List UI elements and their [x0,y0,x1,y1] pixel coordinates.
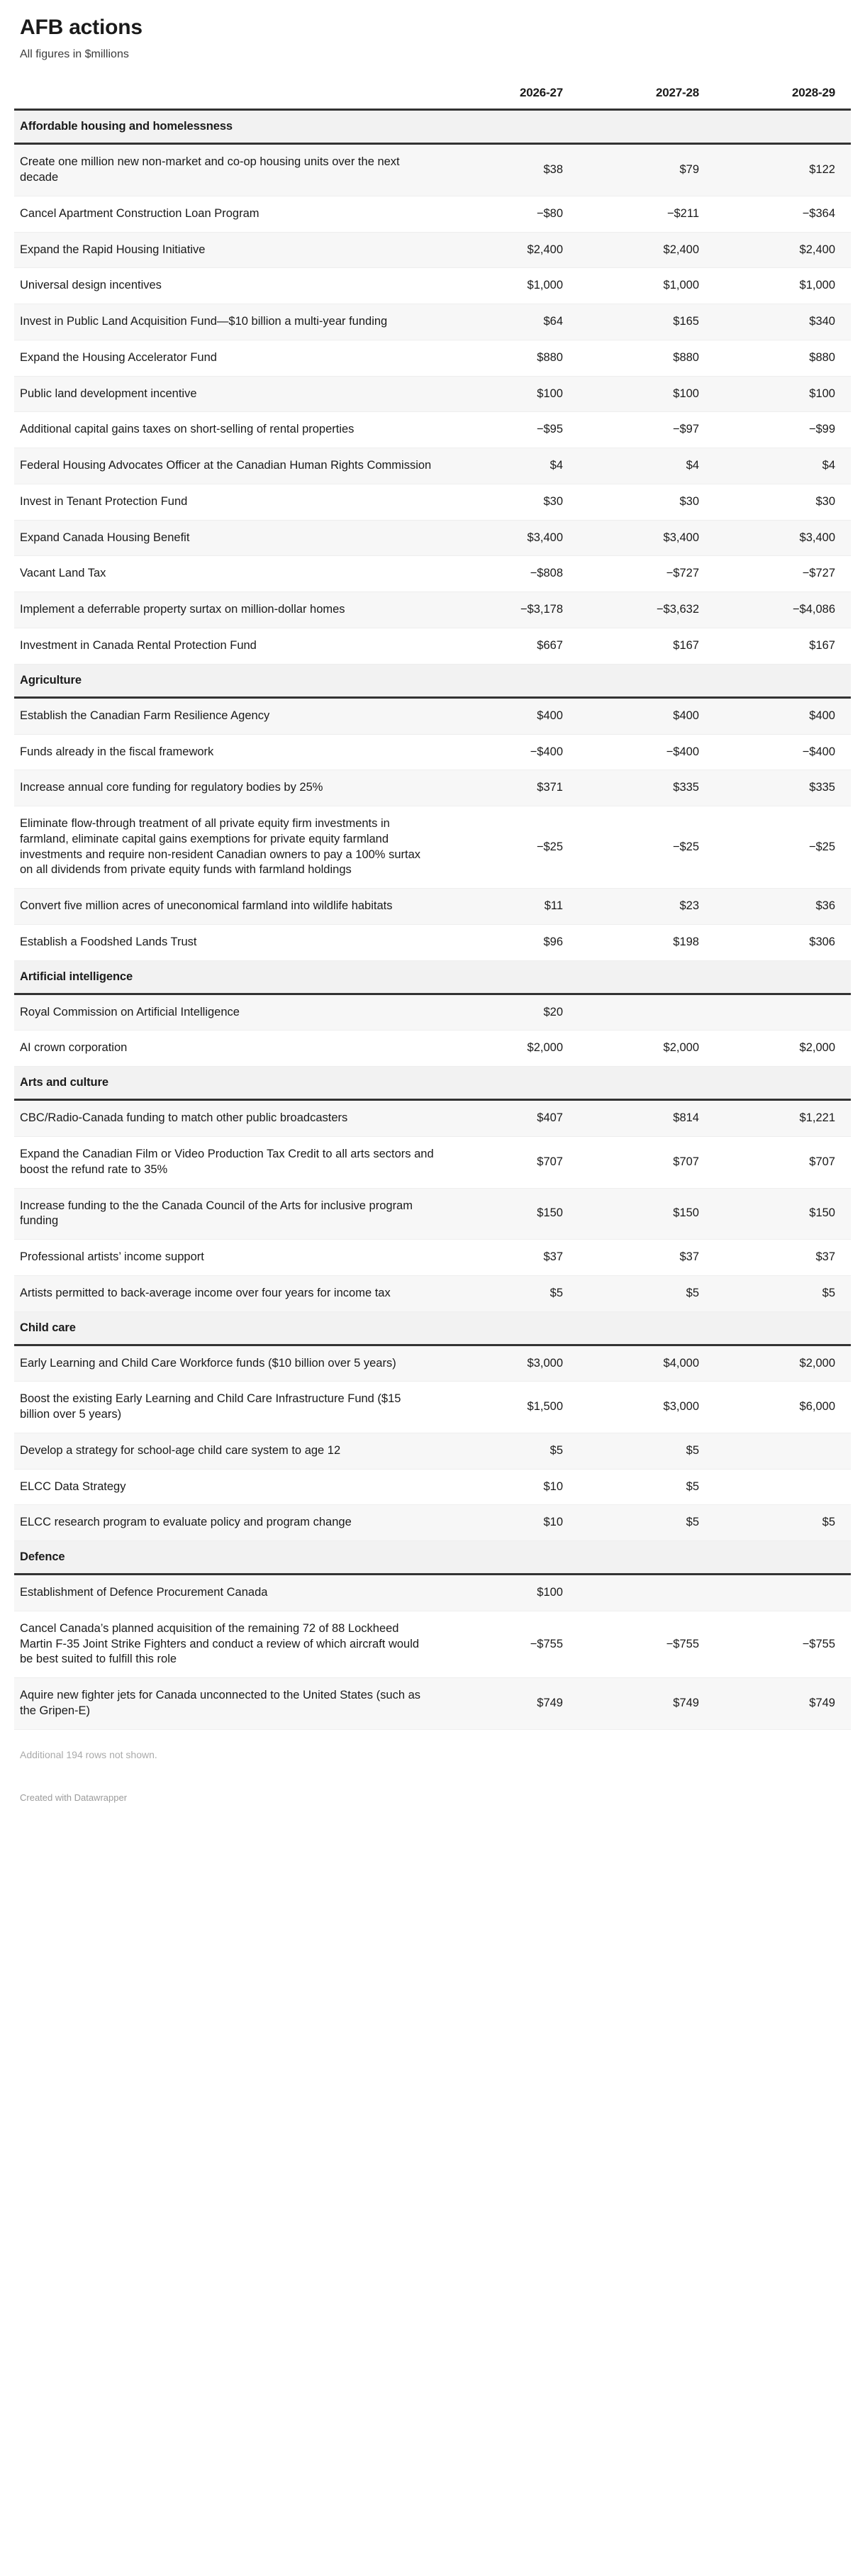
cell-2027-28: $5 [579,1275,715,1311]
table-row [14,889,851,925]
section-header-label: Child care [14,1311,851,1345]
table-row [14,1575,851,1611]
cell-2028-29: −$4,086 [715,592,851,628]
row-label: Convert five million acres of uneconomical farmland into wildlife habitats [14,889,440,925]
cell-2026-27: $5 [440,1275,579,1311]
table-row [14,484,851,520]
table-row [14,412,851,448]
table-row [14,806,851,889]
row-label: ELCC Data Strategy [14,1469,440,1505]
cell-2028-29 [715,1469,851,1505]
cell-2026-27: $371 [440,770,579,806]
row-label: Eliminate flow-through treatment of all private equity firm investments in farmland, eliminate capital gains exemptions for private equity farmland investments and require non-resident Canadian owners to pay a 100% surtax on all dividends from private equity funds with farmland holdings [14,806,440,889]
column-header-2028-29: 2028-29 [715,86,851,110]
section-header-label: Affordable housing and homelessness [14,110,851,144]
table-row [14,144,851,196]
row-label: Establishment of Defence Procurement Canada [14,1575,440,1611]
cell-2026-27: $1,500 [440,1382,579,1433]
row-label: Funds already in the fiscal framework [14,734,440,770]
table-row [14,924,851,960]
row-label: Boost the existing Early Learning and Child Care Infrastructure Fund ($15 billion over 5 years) [14,1382,440,1433]
table-row [14,1188,851,1240]
section-header-label: Artificial intelligence [14,960,851,994]
row-label: Investment in Canada Rental Protection Fund [14,628,440,665]
table-header [14,86,851,110]
cell-2027-28 [579,994,715,1031]
row-label: Vacant Land Tax [14,556,440,592]
cell-2026-27: $96 [440,924,579,960]
cell-2026-27: $5 [440,1433,579,1469]
table-row [14,268,851,304]
table-row [14,1136,851,1188]
table-row [14,697,851,734]
cell-2026-27: −$80 [440,196,579,232]
table-row [14,232,851,268]
cell-2028-29: $122 [715,144,851,196]
cell-2027-28: $4,000 [579,1345,715,1382]
cell-2028-29: $36 [715,889,851,925]
row-label: Cancel Apartment Construction Loan Program [14,196,440,232]
table-row [14,770,851,806]
cell-2028-29: $2,000 [715,1345,851,1382]
row-label: Federal Housing Advocates Officer at the Canadian Human Rights Commission [14,448,440,484]
row-label: Expand the Canadian Film or Video Production Tax Credit to all arts sectors and boost the refund rate to 35% [14,1136,440,1188]
column-header-2026-27: 2026-27 [440,86,579,110]
cell-2026-27: $407 [440,1100,579,1137]
cell-2027-28: $2,400 [579,232,715,268]
cell-2026-27: −$3,178 [440,592,579,628]
cell-2028-29: $1,000 [715,268,851,304]
cell-2028-29: $3,400 [715,520,851,556]
row-label: Expand the Housing Accelerator Fund [14,340,440,376]
cell-2027-28: $4 [579,448,715,484]
table-row [14,994,851,1031]
cell-2027-28: −$400 [579,734,715,770]
row-label: CBC/Radio-Canada funding to match other public broadcasters [14,1100,440,1137]
cell-2026-27: $11 [440,889,579,925]
row-label: Aquire new fighter jets for Canada unconnected to the United States (such as the Gripen-E) [14,1678,440,1730]
row-label: Increase funding to the the Canada Council of the Arts for inclusive program funding [14,1188,440,1240]
rows-not-shown-note: Additional 194 rows not shown. [20,1748,157,1760]
cell-2028-29: $167 [715,628,851,665]
cell-2026-27: $3,000 [440,1345,579,1382]
cell-2028-29: −$755 [715,1611,851,1677]
cell-2026-27: −$808 [440,556,579,592]
row-label: Professional artists’ income support [14,1240,440,1276]
cell-2027-28: $30 [579,484,715,520]
cell-2026-27: $2,400 [440,232,579,268]
cell-2028-29: $4 [715,448,851,484]
table-row [14,1345,851,1382]
table-row [14,1382,851,1433]
table-row [14,196,851,232]
table-row [14,1433,851,1469]
cell-2027-28: $79 [579,144,715,196]
row-label: AI crown corporation [14,1031,440,1067]
table-row [14,1678,851,1730]
cell-2026-27: −$755 [440,1611,579,1677]
cell-2026-27: $10 [440,1505,579,1541]
cell-2027-28: $749 [579,1678,715,1730]
cell-2028-29: $306 [715,924,851,960]
cell-2028-29: $400 [715,697,851,734]
section-header-row [14,1067,851,1100]
table-row [14,520,851,556]
cell-2028-29 [715,1433,851,1469]
table-row [14,628,851,665]
cell-2027-28: $100 [579,376,715,412]
section-header-row [14,1541,851,1575]
cell-2027-28: $5 [579,1433,715,1469]
cell-2028-29: $749 [715,1678,851,1730]
cell-2028-29: $880 [715,340,851,376]
datawrapper-credit: Created with Datawrapper [20,1792,128,1803]
page-title: AFB actions [20,16,143,39]
cell-2026-27: $880 [440,340,579,376]
cell-2026-27: $64 [440,304,579,340]
cell-2026-27: $400 [440,697,579,734]
cell-2028-29: $100 [715,376,851,412]
row-label: Establish a Foodshed Lands Trust [14,924,440,960]
table-row [14,376,851,412]
row-label: Implement a deferrable property surtax on million-dollar homes [14,592,440,628]
cell-2027-28: $1,000 [579,268,715,304]
cell-2026-27: −$400 [440,734,579,770]
section-header-row [14,1311,851,1345]
row-label: Additional capital gains taxes on short-selling of rental properties [14,412,440,448]
cell-2026-27: $20 [440,994,579,1031]
cell-2028-29: $1,221 [715,1100,851,1137]
cell-2028-29: −$364 [715,196,851,232]
cell-2028-29: $37 [715,1240,851,1276]
column-header-label [14,86,440,110]
cell-2027-28: $335 [579,770,715,806]
cell-2027-28: $880 [579,340,715,376]
cell-2026-27: $10 [440,1469,579,1505]
cell-2028-29: $2,000 [715,1031,851,1067]
table-row [14,1611,851,1677]
table-row [14,734,851,770]
cell-2027-28 [579,1575,715,1611]
page-subtitle: All figures in $millions [20,48,129,60]
cell-2028-29: $340 [715,304,851,340]
cell-2026-27: $100 [440,1575,579,1611]
cell-2026-27: $150 [440,1188,579,1240]
cell-2027-28: $707 [579,1136,715,1188]
cell-2026-27: $37 [440,1240,579,1276]
section-header-label: Agriculture [14,664,851,697]
row-label: Expand the Rapid Housing Initiative [14,232,440,268]
cell-2027-28: $3,400 [579,520,715,556]
table-row [14,448,851,484]
section-header-row [14,960,851,994]
row-label: Universal design incentives [14,268,440,304]
row-label: Create one million new non-market and co-op housing units over the next decade [14,144,440,196]
cell-2028-29: $6,000 [715,1382,851,1433]
table-row [14,1505,851,1541]
section-header-row [14,110,851,144]
row-label: Expand Canada Housing Benefit [14,520,440,556]
row-label: ELCC research program to evaluate policy and program change [14,1505,440,1541]
cell-2027-28: −$97 [579,412,715,448]
cell-2026-27: $707 [440,1136,579,1188]
row-label: Increase annual core funding for regulatory bodies by 25% [14,770,440,806]
cell-2027-28: $5 [579,1469,715,1505]
cell-2027-28: $814 [579,1100,715,1137]
cell-2028-29: $5 [715,1505,851,1541]
cell-2028-29: −$727 [715,556,851,592]
cell-2027-28: $3,000 [579,1382,715,1433]
row-label: Invest in Public Land Acquisition Fund—$10 billion a multi-year funding [14,304,440,340]
row-label: Royal Commission on Artificial Intelligence [14,994,440,1031]
cell-2027-28: $165 [579,304,715,340]
cell-2027-28: −$727 [579,556,715,592]
table-row [14,340,851,376]
cell-2027-28: $150 [579,1188,715,1240]
cell-2028-29: −$99 [715,412,851,448]
section-header-label: Arts and culture [14,1067,851,1100]
row-label: Establish the Canadian Farm Resilience Agency [14,697,440,734]
row-label: Artists permitted to back-average income over four years for income tax [14,1275,440,1311]
cell-2028-29: $707 [715,1136,851,1188]
cell-2028-29: −$400 [715,734,851,770]
column-header-2027-28: 2027-28 [579,86,715,110]
cell-2026-27: $30 [440,484,579,520]
cell-2027-28: −$211 [579,196,715,232]
table-row [14,556,851,592]
cell-2027-28: −$755 [579,1611,715,1677]
cell-2027-28: −$25 [579,806,715,889]
cell-2027-28: −$3,632 [579,592,715,628]
cell-2028-29: $30 [715,484,851,520]
cell-2026-27: $1,000 [440,268,579,304]
cell-2026-27: $3,400 [440,520,579,556]
cell-2028-29: $2,400 [715,232,851,268]
cell-2028-29 [715,1575,851,1611]
row-label: Public land development incentive [14,376,440,412]
cell-2027-28: $5 [579,1505,715,1541]
table-row [14,1275,851,1311]
cell-2026-27: $2,000 [440,1031,579,1067]
cell-2028-29 [715,994,851,1031]
section-header-label: Defence [14,1541,851,1575]
cell-2027-28: $37 [579,1240,715,1276]
row-label: Develop a strategy for school-age child care system to age 12 [14,1433,440,1469]
cell-2027-28: $198 [579,924,715,960]
cell-2026-27: $4 [440,448,579,484]
cell-2026-27: $749 [440,1678,579,1730]
cell-2028-29: $150 [715,1188,851,1240]
row-label: Invest in Tenant Protection Fund [14,484,440,520]
table-row [14,1031,851,1067]
cell-2028-29: $5 [715,1275,851,1311]
cell-2026-27: $38 [440,144,579,196]
row-label: Cancel Canada’s planned acquisition of the remaining 72 of 88 Lockheed Martin F-35 Joint Strike Fighters and conduct a review of which aircraft would be best suited to fulfill this role [14,1611,440,1677]
cell-2028-29: −$25 [715,806,851,889]
cell-2026-27: −$95 [440,412,579,448]
cell-2027-28: $23 [579,889,715,925]
table-row [14,592,851,628]
cell-2027-28: $400 [579,697,715,734]
table-row [14,1100,851,1137]
afb-actions-table [14,86,851,1729]
cell-2028-29: $335 [715,770,851,806]
row-label: Early Learning and Child Care Workforce funds ($10 billion over 5 years) [14,1345,440,1382]
cell-2026-27: −$25 [440,806,579,889]
cell-2027-28: $167 [579,628,715,665]
cell-2026-27: $100 [440,376,579,412]
cell-2027-28: $2,000 [579,1031,715,1067]
table-row [14,1240,851,1276]
section-header-row [14,664,851,697]
table-row [14,304,851,340]
table-body [14,110,851,1729]
table-row [14,1469,851,1505]
cell-2026-27: $667 [440,628,579,665]
